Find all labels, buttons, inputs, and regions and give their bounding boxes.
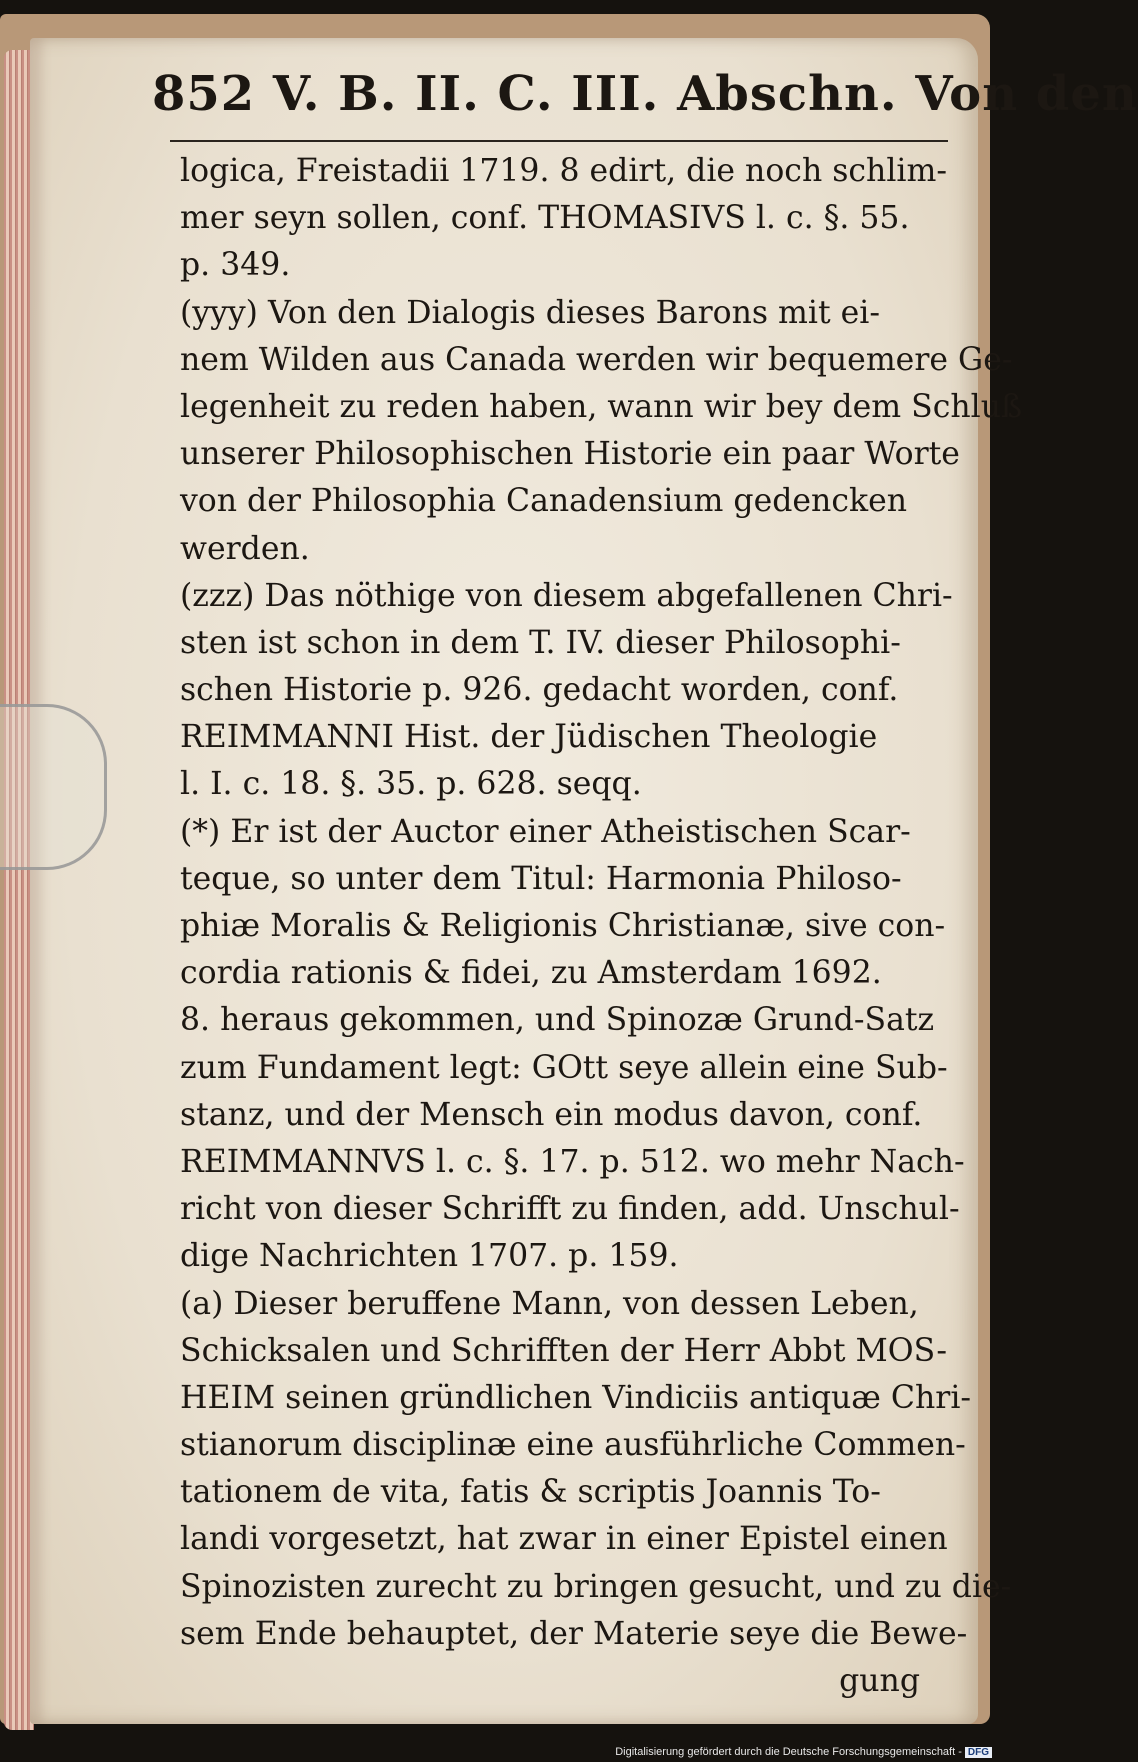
text-line: zum Fundament legt: GOtt seye allein eine Sub- <box>180 1049 948 1086</box>
text-line: logica, Freistadii 1719. 8 edirt, die noch schlim- <box>180 153 947 189</box>
text-line: gung <box>839 1663 920 1699</box>
text-line: cordia rationis & fidei, zu Amsterdam 1692. <box>180 955 882 992</box>
text-line: stanz, und der Mensch ein modus davon, conf. <box>180 1096 923 1133</box>
page-body <box>180 148 1023 1705</box>
dfg-logo: DFG <box>965 1747 992 1758</box>
text-line: stianorum disciplinæ eine ausführliche Commen- <box>180 1427 966 1464</box>
header-rule <box>170 140 948 142</box>
text-line: (yyy) Von den Dialogis dieses Barons mit ei- <box>180 294 881 331</box>
text-line: legenheit zu reden haben, wann wir bey dem Schluß <box>180 388 1023 425</box>
text-line: unserer Philosophischen Historie ein paar Worte <box>180 436 960 473</box>
text-line: von der Philosophia Canadensium gedencken <box>180 483 907 520</box>
text-line: (zzz) Das nöthige von diesem abgefallenen Chri- <box>180 577 953 614</box>
text-line: Spinozisten zurecht zu bringen gesucht, und zu die- <box>180 1568 1012 1605</box>
text-line: REIMMANNI Hist. der Jüdischen Theologie <box>180 719 878 756</box>
text-line: 8. heraus gekommen, und Spinozæ Grund-Satz <box>180 1002 935 1039</box>
text-line: werden. <box>180 530 310 567</box>
digitization-footer <box>615 1746 992 1758</box>
text-line: p. 349. <box>180 247 291 284</box>
text-line: sem Ende behauptet, der Materie seye die Bewe- <box>180 1615 968 1652</box>
text-line: richt von dieser Schrifft zu finden, add. Unschul- <box>180 1191 960 1228</box>
text-line: sten ist schon in dem T. IV. dieser Philosophi- <box>180 624 901 661</box>
text-line: teque, so unter dem Titul: Harmonia Philoso- <box>180 860 902 897</box>
text-line: l. I. c. 18. §. 35. p. 628. seqq. <box>180 766 642 803</box>
text-line: (a) Dieser beruffene Mann, von dessen Leben, <box>180 1285 919 1322</box>
text-line: mer seyn sollen, conf. THOMASIVS l. c. §. 55. <box>180 200 910 237</box>
footer-text: Digitalisierung gefördert durch die Deutsche Forschungsgemeinschaft - <box>615 1746 962 1758</box>
text-line: schen Historie p. 926. gedacht worden, conf. <box>180 672 899 709</box>
text-line: landi vorgesetzt, hat zwar in einer Epistel einen <box>180 1521 948 1558</box>
text-line: (*) Er ist der Auctor einer Atheistischen Scar- <box>180 813 911 850</box>
text-line: phiæ Moralis & Religionis Christianæ, sive con- <box>180 908 946 944</box>
text-line: tationem de vita, fatis & scriptis Joannis To- <box>180 1474 881 1511</box>
page-clip <box>0 704 107 870</box>
text-line: dige Nachrichten 1707. p. 159. <box>180 1238 679 1275</box>
text-line: nem Wilden aus Canada werden wir bequemere Ge- <box>180 341 1013 378</box>
text-line: Schicksalen und Schrifften der Herr Abbt MOS- <box>180 1332 947 1369</box>
text-line: REIMMANNVS l. c. §. 17. p. 512. wo mehr Nach- <box>180 1143 965 1180</box>
text-line: HEIM seinen gründlichen Vindiciis antiquæ Chri- <box>180 1379 972 1416</box>
running-header: 852 V. B. II. C. III. Abschn. Von den <box>152 66 1138 122</box>
